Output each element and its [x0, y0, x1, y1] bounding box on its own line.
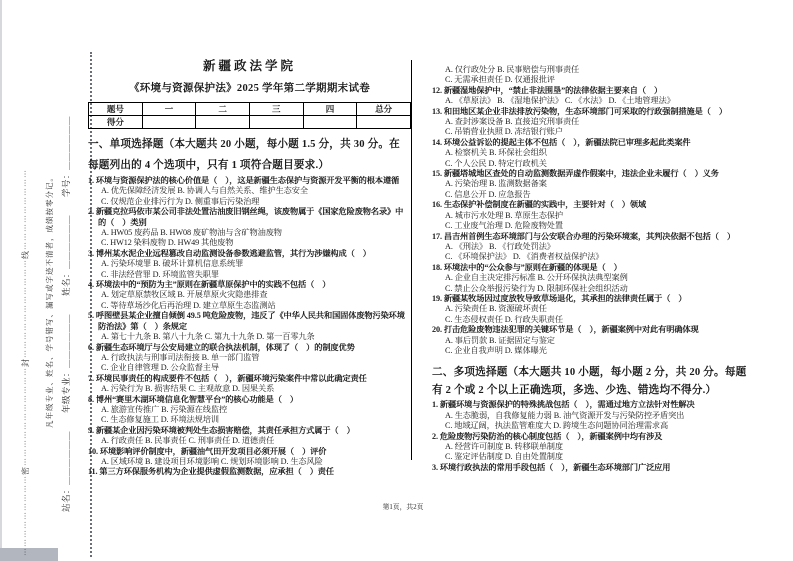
score-cell-empty — [142, 116, 196, 129]
question-line: A. 查封涉案设备 B. 直接追究刑事责任 — [445, 117, 580, 127]
question-line: 4. 环境法中的“预防为主”原则在新疆草原保护中的实践不包括（ ） — [88, 280, 331, 290]
question-line: 有 2 个或 2 个以上正确选项，多选、少选、错选均不得分.） — [432, 385, 717, 397]
question-line: A. 《草原法》 B. 《湿地保护法》 C. 《水法》 D. 《土地管理法》 — [445, 96, 675, 106]
score-cell-empty — [357, 116, 411, 129]
question-line: C. 鉴定评估制度 D. 自由处置制度 — [445, 452, 563, 462]
score-table-header-cell: 总分 — [357, 103, 411, 116]
question-line: C. 非法经营罪 D. 环境监管失职罪 — [101, 269, 219, 279]
question-line: 12. 新疆湿地保护中，“禁止非法围垦”的法律依据主要来自（ ） — [432, 85, 663, 95]
question-line: 7. 环境民事责任的构成要件不包括（ ），新疆环境污染案件中常以此确定责任 — [88, 373, 367, 383]
question-line: 6. 新疆生态环境厅与公安局建立的联合执法机制，体现了（ ）的制度优势 — [88, 342, 355, 352]
question-line: C. 等待草场沙化后再治理 D. 建立草原生态监测站 — [101, 300, 276, 310]
left-column — [88, 58, 411, 518]
score-cell-empty — [196, 116, 250, 129]
score-table-header-cell: 一 — [142, 103, 196, 116]
question-line: 2. 新疆克拉玛依市某公司非法处置沾油废旧钢丝绳，该废物属于《国家危险废物名录》中 — [88, 207, 404, 217]
question-line: A. 划定草原禁牧区域 B. 开展草原火灾隐患排查 — [101, 290, 268, 300]
question-line: A. 企业自主决定排污标准 B. 公开环保执法典型案例 — [445, 273, 628, 283]
question-line: 18. 环境法中的“公众参与”原则在新疆的体现是（ ） — [432, 262, 622, 272]
score-row-label: 得分 — [89, 116, 143, 129]
left-question-lines — [88, 134, 411, 478]
question-line: A. 《刑法》 B. 《行政处罚法》 — [445, 241, 555, 251]
question-line: 20. 打击危险废物违法犯罪的关键环节是（ ），新疆案例中对此有明确体现 — [432, 325, 699, 335]
question-line: 14. 环境公益诉讼的提起主体不包括（ ），新疆法院已审理多起此类案件 — [432, 137, 691, 147]
question-line: A. 旅游宣传推广 B. 污染源在线监控 — [101, 404, 228, 414]
question-line: C. 禁止公众举报污染行为 D. 限制环保社会组织活动 — [445, 283, 628, 293]
question-line: A. 行政执法与刑事司法衔接 B. 单一部门监管 — [101, 352, 260, 362]
question-line: A. 区域环境 B. 建设项目环境影响 C. 规划环境影响 D. 生态风险 — [101, 456, 323, 466]
question-line: A. 污染责任 B. 资源破坏责任 — [445, 304, 547, 314]
question-line: C. 吊销营业执照 D. 冻结银行账户 — [445, 127, 563, 137]
question-line: 16. 生态保护补偿制度在新疆的实践中，主要针对（ ）领域 — [432, 200, 647, 210]
score-table-header-row — [89, 103, 411, 116]
school-name: 新疆政法学院 — [202, 59, 296, 73]
right-column — [432, 60, 764, 515]
question-line: 15. 新疆塔城地区查处的自动监测数据弄虚作假案中，违法企业未履行（ ）义务 — [432, 169, 719, 179]
score-cell-empty — [303, 116, 357, 129]
column-divider — [411, 60, 412, 460]
seal-margin — [0, 0, 96, 561]
page-number: 第1页，共2页 — [382, 504, 424, 511]
question-line: 9. 新疆某企业因污染环境被判处生态损害赔偿，其责任承担方式属于（ ） — [88, 425, 355, 435]
question-line: C. 无需承担责任 D. 仅通报批评 — [445, 75, 555, 85]
question-line: C. 企业自我声明 D. 媒体曝光 — [445, 345, 547, 355]
question-line: A. 优先保障经济发展 B. 协调人与自然关系、维护生态安全 — [101, 186, 308, 196]
question-line: A. 事后罚款 B. 证据固定与鉴定 — [445, 335, 555, 345]
score-table-score-row — [89, 116, 411, 129]
question-line: 11. 第三方环保服务机构为企业提供虚假监测数据，应承担（ ）责任 — [88, 467, 334, 477]
question-line: 2. 危险废物污染防治的核心制度包括（ ），新疆案例中均有涉及 — [432, 431, 663, 441]
question-line: 5. 呼图壁县某企业擅自倾倒 49.5 吨危险废物，违反了《中华人民共和国固体废物污染环境 — [88, 311, 405, 321]
question-line: A. 城市污水处理 B. 草原生态保护 — [445, 210, 563, 220]
score-table-header-cell: 二 — [196, 103, 250, 116]
question-line: 的（ ）类别 — [98, 217, 147, 227]
question-line: C. 地域辽阔，执法监管难度大 D. 跨境生态问题协同治理需求高 — [445, 421, 669, 431]
question-line: 3. 博州某水泥企业远程篡改自动监测设备参数逃避监管，其行为涉嫌构成（ ） — [88, 248, 371, 258]
right-question-lines — [432, 65, 764, 473]
question-line: C. 工业废气治理 D. 危险废物处置 — [445, 221, 563, 231]
score-table-header-cell: 题号 — [89, 103, 143, 116]
question-line: A. 污染治理 B. 监测数据备案 — [445, 179, 547, 189]
question-line: 10. 环境影响评价制度中，新疆油气田开发项目必须开展（ ）评价 — [88, 446, 327, 456]
question-line: A. 仅行政处分 B. 民事赔偿与刑事责任 — [445, 65, 580, 74]
question-line: C. 生态修复施工 D. 环境法规培训 — [101, 415, 219, 425]
question-line: 一、单项选择题（本大题共 20 小题，每小题 1.5 分，共 30 分。在 — [88, 139, 400, 150]
question-line: A. HW05 废药品 B. HW08 废矿物油与含矿物油废物 — [101, 228, 282, 238]
question-line: C. 信息公开 D. 应急报告 — [445, 189, 531, 199]
student-info-fields: 站名：＿＿＿＿＿＿ 年级专业：＿＿＿＿＿＿ 姓名：＿＿＿＿＿＿ 学号：＿＿＿＿＿＿ — [61, 115, 71, 512]
question-line: 二、多项选择题（本大题共 10 小题，每小题 2 分，共 20 分。每题 — [432, 367, 747, 379]
question-line: C. 《环境保护法》 D. 《消费者权益保护法》 — [445, 252, 604, 262]
score-cell-empty — [249, 116, 303, 129]
exam-title: 《环境与资源保护法》2025 学年第二学期期末试卷 — [128, 83, 371, 94]
question-line: 13. 和田地区某企业非法排放污染物，生态环境部门可采取的行政强制措施是（ ） — [432, 106, 727, 116]
question-line: 1. 环境与资源保护法的核心价值是（ ），这是新疆生态保护与资源开发平衡的根本遵循 — [88, 176, 400, 185]
question-line: 每题列出的 4 个选项中，只有 1 项符合题目要求.） — [88, 160, 330, 171]
question-line: C. 个人公民 D. 特定行政机关 — [445, 158, 547, 168]
question-line: A. 检察机关 B. 环保社会组织 — [445, 148, 547, 158]
score-table-header-cell: 四 — [303, 103, 357, 116]
question-line: 1. 新疆环境与资源保护的特殊挑战包括（ ），需通过地方立法针对性解决 — [432, 400, 695, 410]
score-table-header-cell: 三 — [249, 103, 303, 116]
score-table — [88, 102, 411, 129]
seal-line-text: ⋯⋯⋯⋯⋯⋯⋯⋯⋯密⋯⋯⋯⋯⋯⋯⋯⋯⋯⋯⋯封⋯⋯⋯⋯⋯⋯⋯⋯⋯⋯⋯线⋯⋯⋯⋯⋯⋯⋯⋯⋯ — [21, 169, 30, 556]
question-line: 17. 昌吉州首例生态环境部门与公安联合办理的污染环境案，其判决依据不包括（ ） — [432, 231, 736, 241]
question-line: A. 第七十九条 B. 第八十九条 C. 第九十九条 D. 第一百零九条 — [101, 332, 315, 342]
question-line: C. 企业自律管理 D. 公众监督主导 — [101, 363, 219, 373]
question-line: 8. 博州“赛里木湖环境信息化智慧平台”的核心功能是（ ） — [88, 394, 298, 404]
seal-warning-text: 凡年级专业、姓名、学号错写、漏写或字迹不清者，成绩按零分记。 — [45, 173, 54, 428]
question-line: C. 仅规范企业排污行为 D. 侧重事后污染治理 — [101, 196, 260, 206]
question-line: 19. 新疆某牧场因过度放牧导致草场退化，其承担的法律责任属于（ ） — [432, 293, 687, 303]
question-line: A. 经营许可制度 B. 转移联单制度 — [445, 442, 563, 451]
question-line: C. HW12 染料废物 D. HW49 其他废物 — [101, 238, 234, 248]
question-line: A. 污染行为 B. 损害结果 C. 主观故意 D. 因果关系 — [101, 384, 275, 394]
question-line: A. 行政责任 B. 民事责任 C. 刑事责任 D. 道德责任 — [101, 436, 275, 446]
question-line: A. 污染环境罪 B. 破坏计算机信息系统罪 — [101, 259, 244, 269]
question-line: A. 生态脆弱，自我修复能力弱 B. 油气资源开发与污染防控矛盾突出 — [445, 410, 685, 420]
question-line: 3. 环境行政执法的常用手段包括（ ），新疆生态环境部门广泛应用 — [432, 462, 671, 472]
question-line: C. 生态侵权责任 D. 行政失职责任 — [445, 314, 563, 324]
question-line: 防治法》第（ ）条规定 — [98, 321, 187, 331]
